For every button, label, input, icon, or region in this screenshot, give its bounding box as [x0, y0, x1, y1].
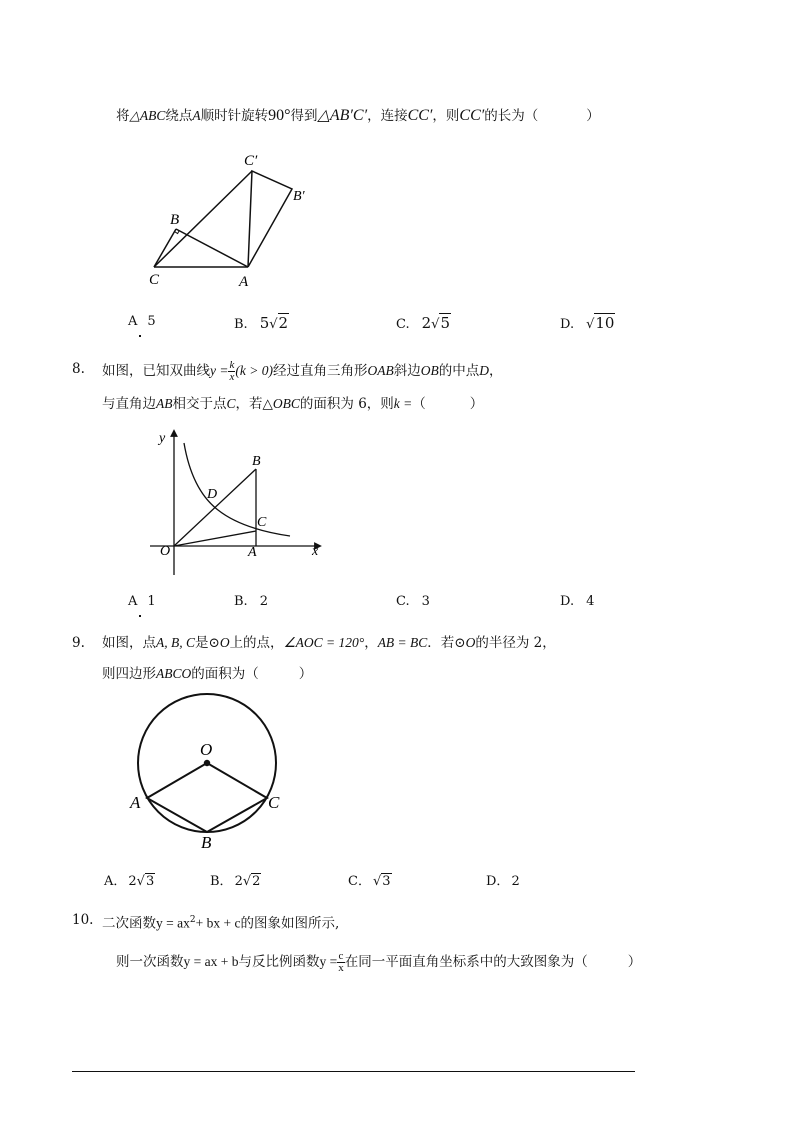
label-b: B	[252, 454, 261, 469]
q9-option-c: C． √3	[348, 874, 391, 889]
footer-rule	[72, 1071, 635, 1072]
fraction-c-over-x: $\frac{c}{x}$	[338, 950, 344, 974]
q7-option-b: B. 5√2	[234, 314, 289, 332]
q8-figure	[140, 425, 340, 580]
label-c: C	[149, 272, 160, 288]
q8-dot	[139, 615, 141, 617]
label-a: A	[239, 274, 249, 290]
q8-option-b: B. 2	[234, 594, 268, 609]
label-o: O	[200, 740, 213, 759]
triangle-abc: △ABC	[129, 108, 166, 123]
fraction-k-over-x: $\frac{k}{x}$	[229, 359, 235, 383]
q8-number: 8.	[72, 361, 85, 377]
label-b-prime: B′	[293, 189, 305, 204]
q9-option-d: D． 2	[486, 874, 520, 889]
q9-figure	[125, 688, 295, 853]
label-c: C	[268, 793, 280, 812]
q8-option-a: A 1	[128, 594, 156, 609]
label-a: A	[130, 793, 141, 812]
q7-stem: 将△ABC绕点A顺时针旋转90°得到△AB′C′，连接CC′，则CC′的长为（ ）	[116, 107, 600, 124]
label-b: B	[201, 833, 212, 852]
q10-line1: 二次函数$y = ax^2+$ bx + c的图象如图所示,	[102, 915, 340, 932]
q8-option-d: D. 4	[560, 594, 595, 609]
q9-option-b: B． 2√2	[210, 874, 261, 889]
q7-option-a: A 5	[128, 314, 156, 329]
label-c-prime: C′	[244, 153, 258, 169]
q8-option-c: C. 3	[396, 594, 430, 609]
label-a: A	[248, 545, 257, 560]
q7-option-c: C. 2√5	[396, 314, 451, 332]
q7-dot	[139, 335, 141, 337]
label-b: B	[170, 212, 180, 228]
q8-line1: 如图，已知双曲线y = $\frac{k}{x}$ (k > 0)经过直角三角形OAB斜边OB的中点D，	[102, 359, 503, 383]
label-y-axis: y	[159, 431, 166, 446]
q7-figure	[130, 145, 330, 295]
center-point	[204, 760, 210, 766]
label-c: C	[257, 515, 267, 530]
q7-option-d: D. √10	[560, 314, 615, 332]
q10-line2: 则一次函数y = ax + b与反比例函数y = $\frac{c}{x}$ 在同一平面直角坐标系中的大致图象为（ ）	[116, 950, 642, 974]
q9-option-a: A． 2√3	[104, 874, 155, 889]
label-x-axis: x	[312, 544, 319, 559]
label-d: D	[207, 487, 218, 502]
q8-line2: 与直角边AB相交于点C，若△OBC的面积为 6，则k =（ ）	[102, 396, 484, 412]
q9-line1: 如图，点A, B, C是⊙O上的点，∠AOC = 120°，AB = BC．若⊙O的半径为 2，	[102, 635, 556, 651]
label-o: O	[160, 544, 171, 559]
q10-number: 10.	[72, 912, 94, 928]
q9-line2: 则四边形ABCO的面积为（ ）	[102, 666, 313, 682]
q9-number: 9.	[72, 635, 85, 651]
